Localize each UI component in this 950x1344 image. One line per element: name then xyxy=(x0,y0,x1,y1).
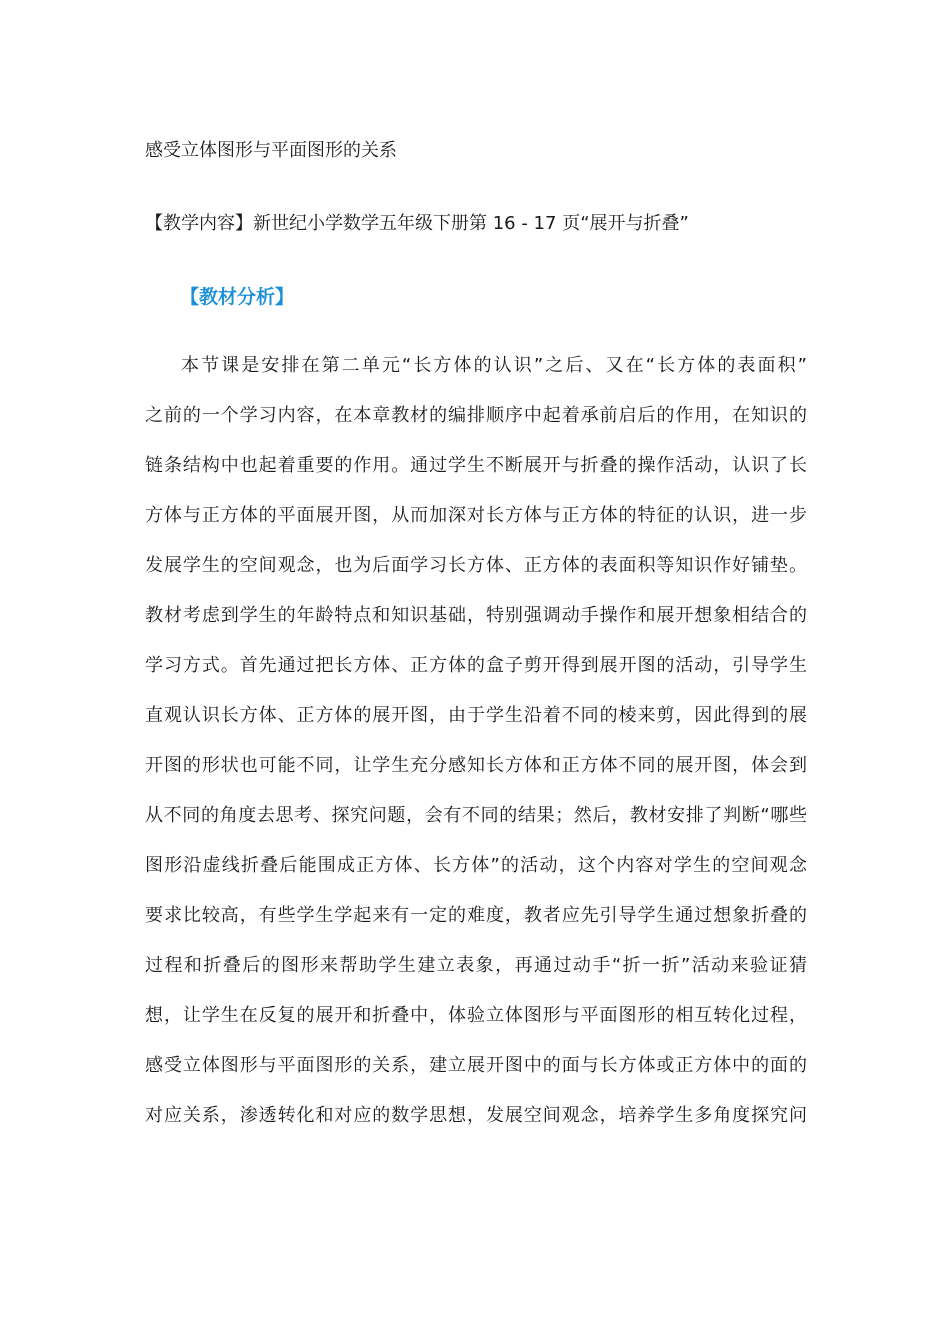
paragraph-line: 发展学生的空间观念，也为后面学习长方体、正方体的表面积等知识作好铺垫。 xyxy=(145,555,807,576)
paragraph-line: 链条结构中也起着重要的作用。通过学生不断展开与折叠的操作活动，认识了长 xyxy=(145,455,807,476)
paragraph-line: 要求比较高，有些学生学起来有一定的难度，教者应先引导学生通过想象折叠的 xyxy=(145,905,807,926)
paragraph-line: 方体与正方体的平面展开图，从而加深对长方体与正方体的特征的认识，进一步 xyxy=(145,505,807,526)
paragraph-line: 过程和折叠后的图形来帮助学生建立表象，再通过动手“折一折”活动来验证猜 xyxy=(145,955,807,976)
paragraph-line: 感受立体图形与平面图形的关系，建立展开图中的面与长方体或正方体中的面的 xyxy=(145,1055,807,1076)
paragraph-line: 对应关系，渗透转化和对应的数学思想，发展空间观念，培养学生多角度探究问 xyxy=(145,1105,807,1126)
material-analysis-paragraph xyxy=(145,350,807,1150)
paragraph-line: 之前的一个学习内容，在本章教材的编排顺序中起着承前启后的作用，在知识的 xyxy=(145,405,807,426)
paragraph-line: 从不同的角度去思考、探究问题，会有不同的结果；然后，教材安排了判断“哪些 xyxy=(145,805,807,826)
paragraph-line: 图形沿虚线折叠后能围成正方体、长方体”的活动，这个内容对学生的空间观念 xyxy=(145,855,807,876)
section-heading-material-analysis: 【教材分析】 xyxy=(180,286,295,308)
paragraph-line: 教材考虑到学生的年龄特点和知识基础，特别强调动手操作和展开想象相结合的 xyxy=(145,605,807,626)
paragraph-line: 直观认识长方体、正方体的展开图，由于学生沿着不同的棱来剪，因此得到的展 xyxy=(145,705,807,726)
teaching-content-line: 【教学内容】新世纪小学数学五年级下册第 16 - 17 页“展开与折叠” xyxy=(145,213,689,234)
paragraph-line: 开图的形状也可能不同，让学生充分感知长方体和正方体不同的展开图，体会到 xyxy=(145,755,807,776)
paragraph-line: 学习方式。首先通过把长方体、正方体的盒子剪开得到展开图的活动，引导学生 xyxy=(145,655,807,676)
paragraph-line: 本节课是安排在第二单元“长方体的认识”之后、又在“长方体的表面积” xyxy=(181,355,807,376)
paragraph-line: 想，让学生在反复的展开和折叠中，体验立体图形与平面图形的相互转化过程， xyxy=(145,1005,807,1026)
document-title: 感受立体图形与平面图形的关系 xyxy=(145,140,397,161)
